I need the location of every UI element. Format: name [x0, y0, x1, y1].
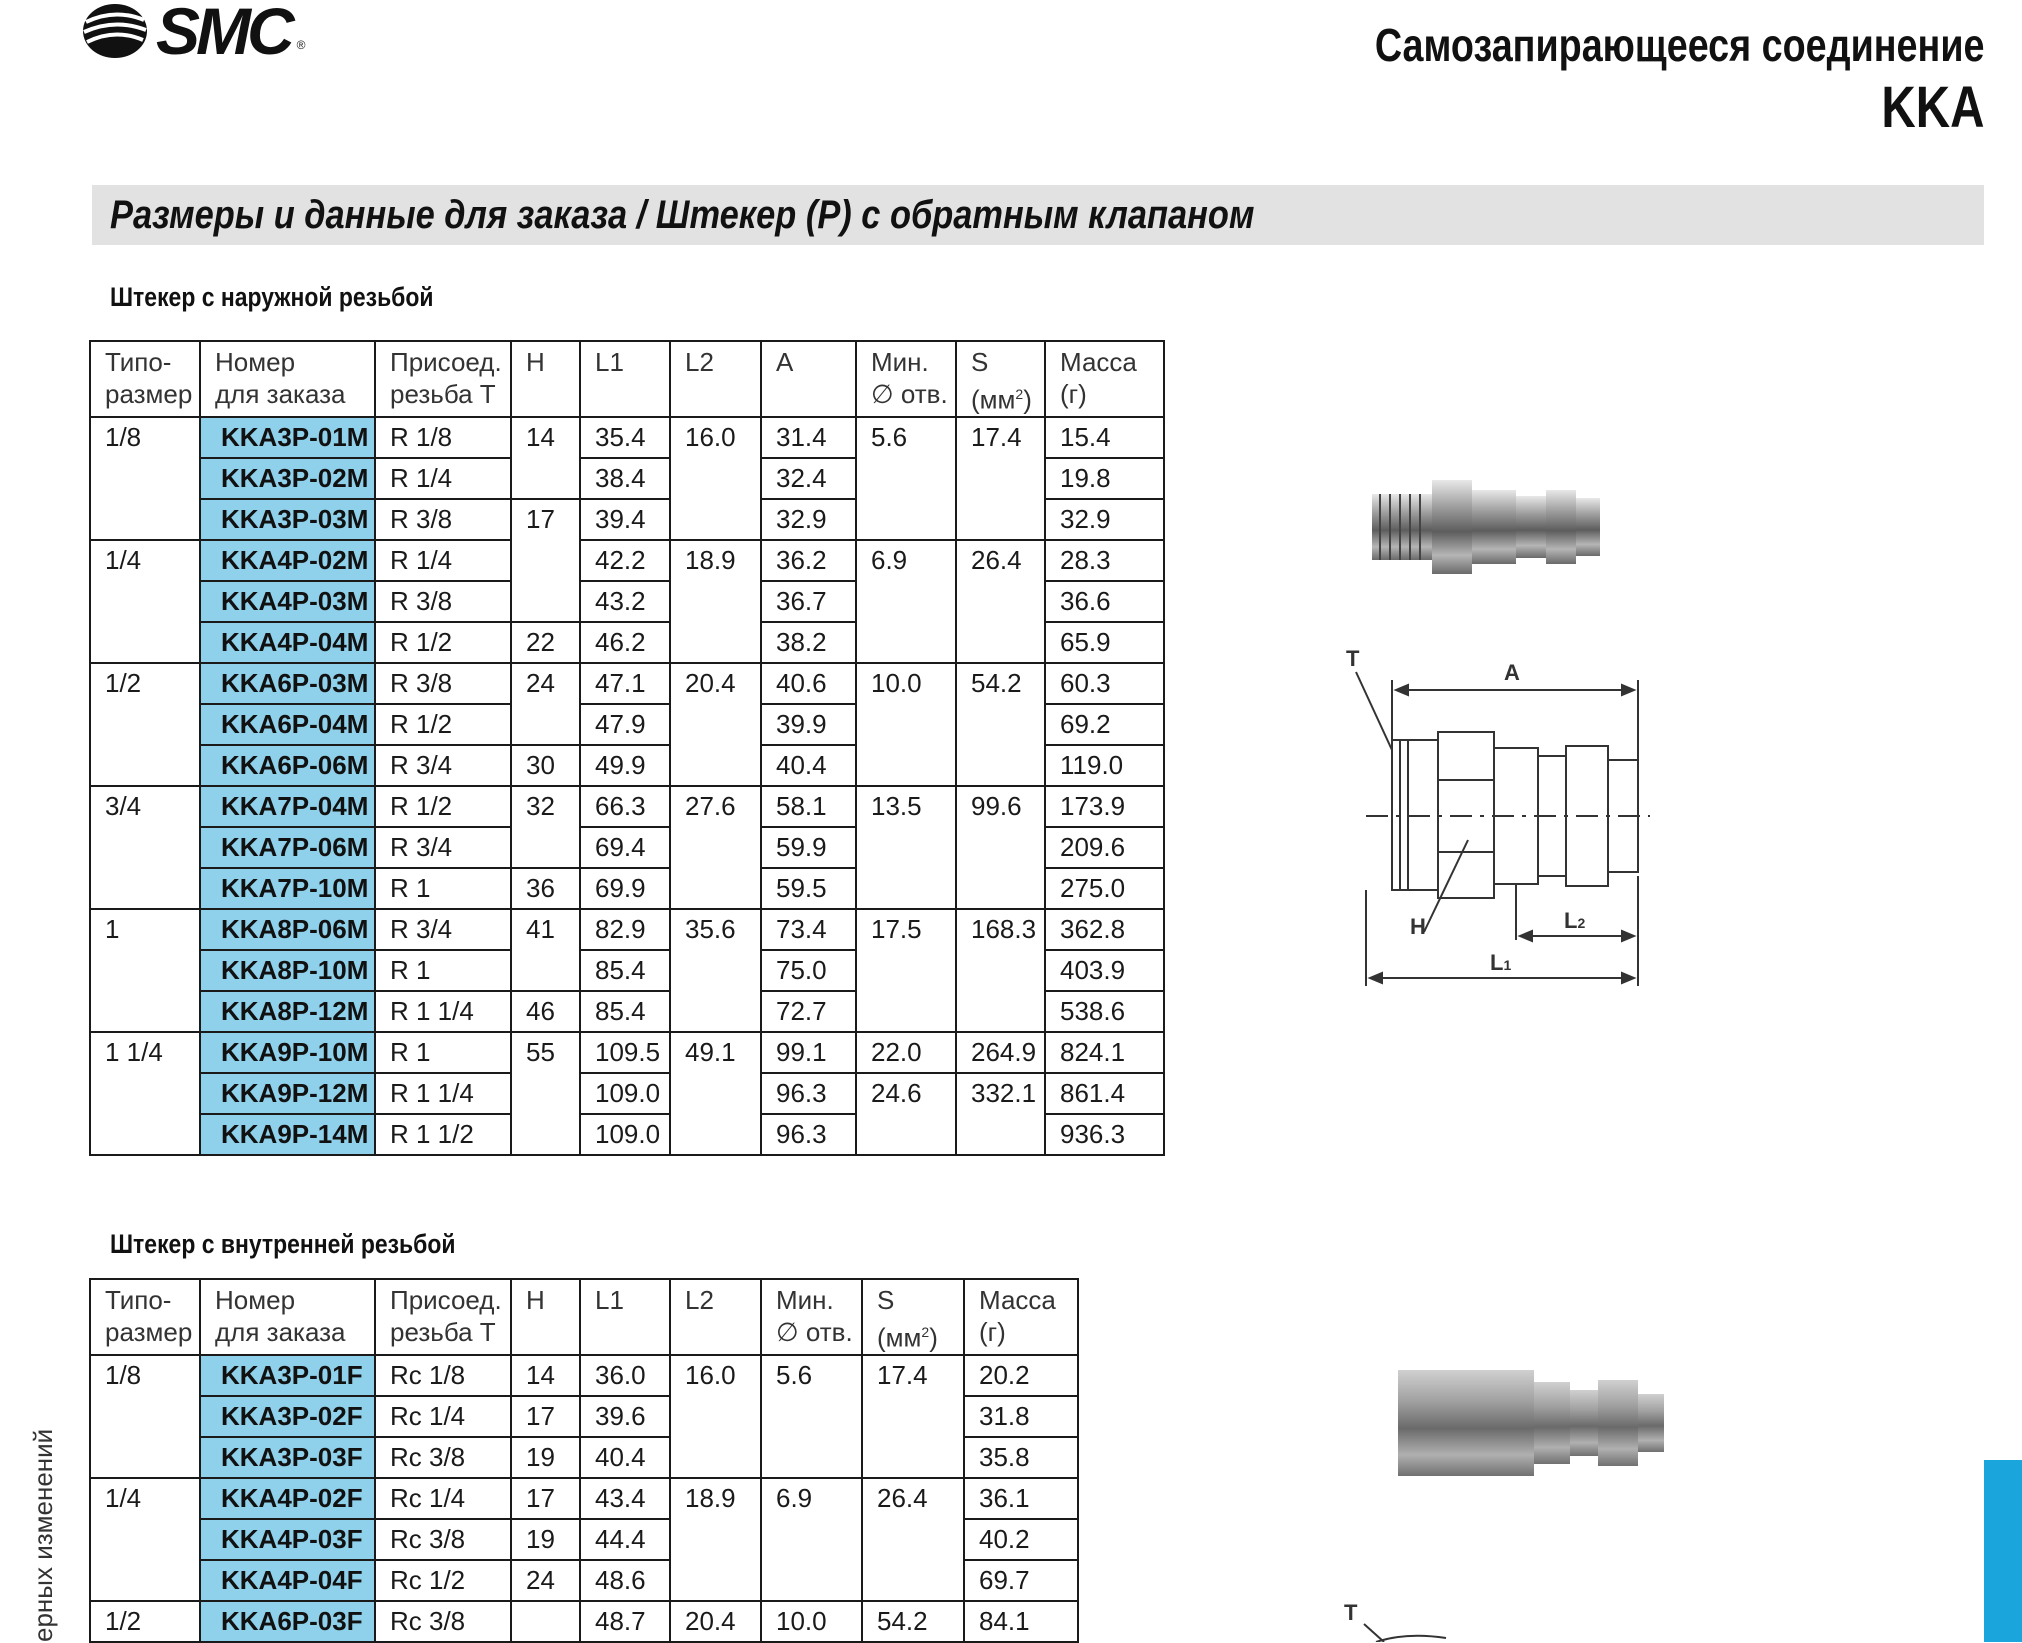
min-bore-cell: 6.9 — [761, 1478, 862, 1601]
male-plug-photo — [1368, 472, 1608, 582]
order-code: KKA4P-02M — [200, 540, 375, 581]
l1-cell: 43.2 — [580, 581, 670, 622]
h-cell: 14 — [511, 417, 580, 499]
h-cell: 41 — [511, 909, 580, 991]
l1-cell: 47.1 — [580, 663, 670, 704]
thread-cell: R 3/8 — [375, 663, 511, 704]
order-code: KKA6P-03F — [200, 1601, 375, 1642]
order-code: KKA7P-04M — [200, 786, 375, 827]
mass-cell: 403.9 — [1045, 950, 1164, 991]
l1-cell: 48.6 — [580, 1560, 670, 1601]
side-note: ерных изменений — [28, 1428, 58, 1642]
mass-cell: 936.3 — [1045, 1114, 1164, 1155]
l1-cell: 82.9 — [580, 909, 670, 950]
thread-cell: R 3/4 — [375, 745, 511, 786]
header-size: Типо- размер — [90, 341, 200, 417]
size-cell: 1/8 — [90, 1355, 200, 1478]
thread-cell: R 1/2 — [375, 786, 511, 827]
thread-cell: R 3/4 — [375, 827, 511, 868]
h-cell: 46 — [511, 991, 580, 1032]
female-thread-table — [89, 1278, 1079, 1643]
header-mass: Масса (г) — [964, 1279, 1078, 1355]
s-cell: 99.6 — [956, 786, 1045, 909]
mass-cell: 28.3 — [1045, 540, 1164, 581]
header-order-code: Номер для заказа — [200, 1279, 375, 1355]
order-code: KKA6P-04M — [200, 704, 375, 745]
s-cell: 17.4 — [862, 1355, 964, 1478]
h-cell: 32 — [511, 786, 580, 868]
order-code: KKA6P-06M — [200, 745, 375, 786]
dim-label-a: A — [1504, 660, 1520, 685]
section-title: Размеры и данные для заказа / Штекер (P) с обратным клапаном — [110, 193, 1255, 237]
a-cell: 32.4 — [761, 458, 856, 499]
order-code: KKA6P-03M — [200, 663, 375, 704]
min-bore-cell: 13.5 — [856, 786, 956, 909]
order-code: KKA9P-14M — [200, 1114, 375, 1155]
l1-cell: 39.4 — [580, 499, 670, 540]
min-bore-cell: 24.6 — [856, 1073, 956, 1155]
subtitle-female-thread: Штекер с внутренней резьбой — [110, 1229, 456, 1259]
mass-cell: 275.0 — [1045, 868, 1164, 909]
a-cell: 31.4 — [761, 417, 856, 458]
header-size: Типо- размер — [90, 1279, 200, 1355]
document-title — [1374, 14, 1984, 140]
l1-cell: 43.4 — [580, 1478, 670, 1519]
s-cell: 17.4 — [956, 417, 1045, 540]
h-cell: 17 — [511, 1396, 580, 1437]
size-cell: 1 1/4 — [90, 1032, 200, 1155]
min-bore-cell: 5.6 — [761, 1355, 862, 1478]
page-tab-marker — [1984, 1460, 2022, 1642]
l1-cell: 85.4 — [580, 991, 670, 1032]
mass-cell: 119.0 — [1045, 745, 1164, 786]
l2-cell: 27.6 — [670, 786, 761, 909]
header-mass: Масса (г) — [1045, 341, 1164, 417]
l1-cell: 85.4 — [580, 950, 670, 991]
thread-cell: R 1 — [375, 868, 511, 909]
header-l1: L1 — [580, 341, 670, 417]
header-s: S $(мм^2)$ — [862, 1279, 964, 1355]
l1-cell: 44.4 — [580, 1519, 670, 1560]
section-header-bar — [92, 185, 1984, 245]
thread-cell: R 1/2 — [375, 622, 511, 663]
min-bore-cell: 17.5 — [856, 909, 956, 1032]
l1-cell: 47.9 — [580, 704, 670, 745]
mass-cell: 35.8 — [964, 1437, 1078, 1478]
size-cell: 3/4 — [90, 786, 200, 909]
a-cell: 59.5 — [761, 868, 856, 909]
registered-mark: ® — [296, 38, 306, 52]
l1-cell: 36.0 — [580, 1355, 670, 1396]
size-cell: 1/4 — [90, 1478, 200, 1601]
l1-cell: 109.0 — [580, 1114, 670, 1155]
dim-label-l2: L2 — [1564, 908, 1586, 933]
mass-cell: 40.2 — [964, 1519, 1078, 1560]
l2-cell: 49.1 — [670, 1032, 761, 1155]
dim-label-l1: L1 — [1490, 950, 1512, 975]
mass-cell: 32.9 — [1045, 499, 1164, 540]
mass-cell: 15.4 — [1045, 417, 1164, 458]
header-min-bore: Мин. ∅ отв. — [856, 341, 956, 417]
header-a: A — [761, 341, 856, 417]
a-cell: 99.1 — [761, 1032, 856, 1073]
mass-cell: 65.9 — [1045, 622, 1164, 663]
mass-cell: 69.7 — [964, 1560, 1078, 1601]
order-code: KKA4P-03F — [200, 1519, 375, 1560]
smc-globe-icon — [80, 0, 150, 62]
h-cell: 19 — [511, 1437, 580, 1478]
thread-cell: Rc 1/2 — [375, 1560, 511, 1601]
l1-cell: 39.6 — [580, 1396, 670, 1437]
h-cell: 24 — [511, 663, 580, 745]
thread-cell: Rc 3/8 — [375, 1437, 511, 1478]
l1-cell: 48.7 — [580, 1601, 670, 1642]
a-cell: 36.7 — [761, 581, 856, 622]
thread-cell: R 3/8 — [375, 581, 511, 622]
order-code: KKA3P-03M — [200, 499, 375, 540]
h-cell: 19 — [511, 1519, 580, 1560]
header-min-bore: Мин. ∅ отв. — [761, 1279, 862, 1355]
order-code: KKA3P-01M — [200, 417, 375, 458]
order-code: KKA9P-12M — [200, 1073, 375, 1114]
mass-cell: 31.8 — [964, 1396, 1078, 1437]
logo-text: SMC — [156, 0, 291, 68]
mass-cell: 36.6 — [1045, 581, 1164, 622]
header-h: H — [511, 1279, 580, 1355]
s-cell: 168.3 — [956, 909, 1045, 1032]
order-code: KKA7P-06M — [200, 827, 375, 868]
l1-cell: 66.3 — [580, 786, 670, 827]
order-code: KKA4P-04M — [200, 622, 375, 663]
thread-cell: Rc 3/8 — [375, 1519, 511, 1560]
a-cell: 96.3 — [761, 1114, 856, 1155]
a-cell: 38.2 — [761, 622, 856, 663]
title-line-2: KKA — [1880, 75, 1984, 140]
order-code: KKA8P-10M — [200, 950, 375, 991]
header-order-code: Номер для заказа — [200, 341, 375, 417]
header-thread: Присоед. резьба T — [375, 1279, 511, 1355]
order-code: KKA9P-10M — [200, 1032, 375, 1073]
h-cell: 22 — [511, 622, 580, 663]
mass-cell: 60.3 — [1045, 663, 1164, 704]
min-bore-cell: 10.0 — [761, 1601, 862, 1642]
a-cell: 59.9 — [761, 827, 856, 868]
h-cell: 14 — [511, 1355, 580, 1396]
mass-cell: 861.4 — [1045, 1073, 1164, 1114]
l1-cell: 49.9 — [580, 745, 670, 786]
thread-cell: R 1/2 — [375, 704, 511, 745]
s-cell: 54.2 — [862, 1601, 964, 1642]
header-s: S $(мм^2)$ — [956, 341, 1045, 417]
mass-cell: 19.8 — [1045, 458, 1164, 499]
female-plug-photo — [1396, 1366, 1668, 1480]
male-thread-table — [89, 340, 1165, 1156]
header-l1: L1 — [580, 1279, 670, 1355]
h-cell: 55 — [511, 1032, 580, 1155]
h-cell: 24 — [511, 1560, 580, 1601]
header-l2: L2 — [670, 341, 761, 417]
s-cell: 264.9 — [956, 1032, 1045, 1073]
l1-cell: 35.4 — [580, 417, 670, 458]
l1-cell: 69.4 — [580, 827, 670, 868]
l1-cell: 40.4 — [580, 1437, 670, 1478]
mass-cell: 538.6 — [1045, 991, 1164, 1032]
table-row — [90, 1478, 1078, 1519]
order-code: KKA3P-02M — [200, 458, 375, 499]
thread-cell: R 1 1/4 — [375, 991, 511, 1032]
l2-cell: 20.4 — [670, 1601, 761, 1642]
table-header-row — [90, 341, 1164, 417]
order-code: KKA4P-02F — [200, 1478, 375, 1519]
l1-cell: 69.9 — [580, 868, 670, 909]
table-row — [90, 1032, 1164, 1073]
s-cell: 26.4 — [956, 540, 1045, 663]
table-header-row — [90, 1279, 1078, 1355]
mass-cell: 824.1 — [1045, 1032, 1164, 1073]
h-cell — [511, 1601, 580, 1642]
mass-cell: 69.2 — [1045, 704, 1164, 745]
l2-cell: 35.6 — [670, 909, 761, 1032]
l2-cell: 18.9 — [670, 540, 761, 663]
l2-cell: 18.9 — [670, 1478, 761, 1601]
h-cell: 17 — [511, 1478, 580, 1519]
a-cell: 73.4 — [761, 909, 856, 950]
thread-cell: Rc 1/4 — [375, 1478, 511, 1519]
s-cell: 332.1 — [956, 1073, 1045, 1155]
thread-cell: R 1/4 — [375, 458, 511, 499]
mass-cell: 362.8 — [1045, 909, 1164, 950]
s-cell: 54.2 — [956, 663, 1045, 786]
order-code: KKA8P-12M — [200, 991, 375, 1032]
mass-cell: 20.2 — [964, 1355, 1078, 1396]
a-cell: 75.0 — [761, 950, 856, 991]
mass-cell: 209.6 — [1045, 827, 1164, 868]
dim-label-t-female: T — [1344, 1600, 1358, 1625]
thread-cell: Rc 3/8 — [375, 1601, 511, 1642]
subtitle-male-thread: Штекер с наружной резьбой — [110, 282, 434, 312]
l2-cell: 16.0 — [670, 1355, 761, 1478]
a-cell: 39.9 — [761, 704, 856, 745]
table-row — [90, 786, 1164, 827]
l2-cell: 20.4 — [670, 663, 761, 786]
table-row — [90, 663, 1164, 704]
dim-label-h: H — [1410, 914, 1426, 939]
header-l2: L2 — [670, 1279, 761, 1355]
mass-cell: 173.9 — [1045, 786, 1164, 827]
a-cell: 40.6 — [761, 663, 856, 704]
size-cell: 1 — [90, 909, 200, 1032]
a-cell: 32.9 — [761, 499, 856, 540]
female-plug-drawing — [1336, 1594, 1456, 1642]
header-thread: Присоед. резьба T — [375, 341, 511, 417]
min-bore-cell: 10.0 — [856, 663, 956, 786]
table-row — [90, 1355, 1078, 1396]
mass-cell: 36.1 — [964, 1478, 1078, 1519]
thread-cell: R 1 1/2 — [375, 1114, 511, 1155]
dim-label-t: T — [1346, 646, 1360, 671]
thread-cell: R 1/4 — [375, 540, 511, 581]
table-row — [90, 1601, 1078, 1642]
order-code: KKA4P-04F — [200, 1560, 375, 1601]
title-line-1: Самозапирающееся соединение — [1374, 19, 1984, 71]
a-cell: 96.3 — [761, 1073, 856, 1114]
mass-cell: 84.1 — [964, 1601, 1078, 1642]
thread-cell: R 1 — [375, 1032, 511, 1073]
smc-logo — [80, 0, 306, 68]
order-code: KKA8P-06M — [200, 909, 375, 950]
thread-cell: Rc 1/4 — [375, 1396, 511, 1437]
table-row — [90, 540, 1164, 581]
thread-cell: R 1 1/4 — [375, 1073, 511, 1114]
h-cell: 36 — [511, 868, 580, 909]
a-cell: 72.7 — [761, 991, 856, 1032]
l1-cell: 46.2 — [580, 622, 670, 663]
min-bore-cell: 5.6 — [856, 417, 956, 540]
order-code: KKA3P-03F — [200, 1437, 375, 1478]
l2-cell: 16.0 — [670, 417, 761, 540]
a-cell: 40.4 — [761, 745, 856, 786]
h-cell: 17 — [511, 499, 580, 622]
header-h: H — [511, 341, 580, 417]
size-cell: 1/2 — [90, 1601, 200, 1642]
thread-cell: R 3/4 — [375, 909, 511, 950]
l1-cell: 109.0 — [580, 1073, 670, 1114]
a-cell: 58.1 — [761, 786, 856, 827]
thread-cell: R 3/8 — [375, 499, 511, 540]
s-cell: 26.4 — [862, 1478, 964, 1601]
size-cell: 1/2 — [90, 663, 200, 786]
table-row — [90, 1073, 1164, 1114]
a-cell: 36.2 — [761, 540, 856, 581]
min-bore-cell: 6.9 — [856, 540, 956, 663]
order-code: KKA4P-03M — [200, 581, 375, 622]
table-row — [90, 417, 1164, 458]
thread-cell: Rc 1/8 — [375, 1355, 511, 1396]
order-code: KKA3P-01F — [200, 1355, 375, 1396]
l1-cell: 38.4 — [580, 458, 670, 499]
h-cell: 30 — [511, 745, 580, 786]
size-cell: 1/4 — [90, 540, 200, 663]
male-plug-drawing — [1320, 640, 1660, 1000]
order-code: KKA3P-02F — [200, 1396, 375, 1437]
thread-cell: R 1 — [375, 950, 511, 991]
l1-cell: 42.2 — [580, 540, 670, 581]
order-code: KKA7P-10M — [200, 868, 375, 909]
l1-cell: 109.5 — [580, 1032, 670, 1073]
table-row — [90, 909, 1164, 950]
min-bore-cell: 22.0 — [856, 1032, 956, 1073]
size-cell: 1/8 — [90, 417, 200, 540]
thread-cell: R 1/8 — [375, 417, 511, 458]
